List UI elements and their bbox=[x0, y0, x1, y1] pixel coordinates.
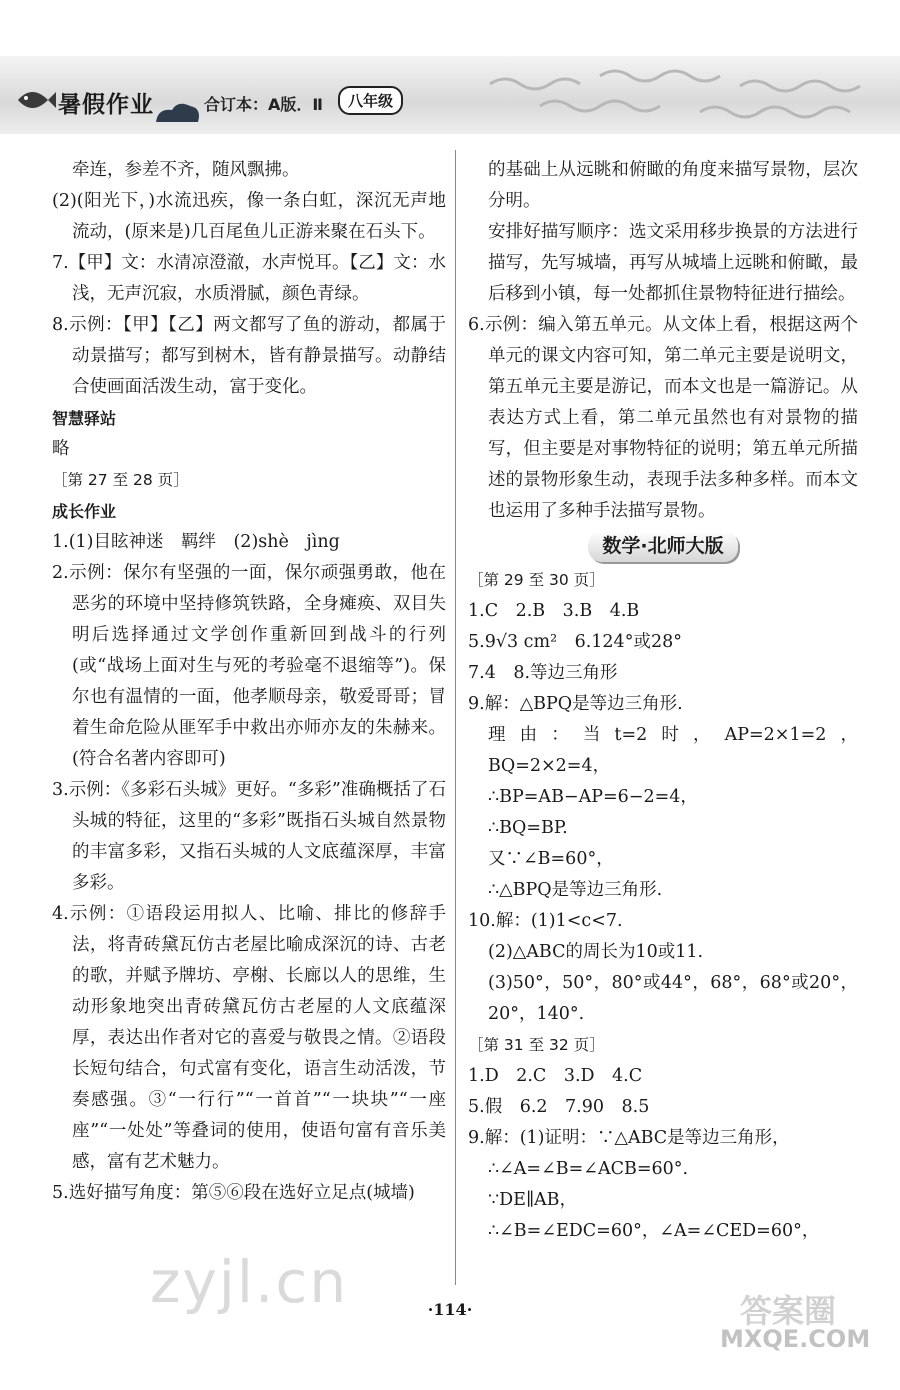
left-answer-paragraph: 3.示例：《多彩石头城》更好。“多彩”准确概括了石头城的特征，这里的“多彩”既指石头城自然景物的丰富多彩，又指石头城的人文底蕴深厚，丰富多彩。 bbox=[52, 780, 446, 893]
right-answer-paragraph: ∴BP=AB−AP=6−2=4， bbox=[488, 787, 698, 807]
page-range-label: ［第 27 至 28 页］ bbox=[52, 471, 189, 489]
right-column bbox=[468, 155, 858, 1247]
right-answer-paragraph: 的基础上从远眺和俯瞰的角度来描写景物，层次分明。 bbox=[488, 160, 858, 211]
answer-circle-watermark-icon bbox=[730, 1290, 890, 1330]
right-answer-paragraph: 7.4 8.等边三角形 bbox=[468, 663, 618, 683]
watermark-mxqe: MXQE.COM bbox=[720, 1325, 871, 1353]
wave-decoration-icon bbox=[480, 64, 900, 126]
right-answer-paragraph: 5.9√3 cm² 6.124°或28° bbox=[468, 632, 682, 652]
left-answer-paragraph: 5.选好描写角度：第⑤⑥段在选好立足点(城墙) bbox=[52, 1183, 415, 1203]
cloud-decoration-icon bbox=[150, 96, 204, 130]
page-header bbox=[0, 56, 900, 134]
right-answer-paragraph: ∴∠B=∠EDC=60°，∠A=∠CED=60°， bbox=[488, 1221, 820, 1241]
left-answer-paragraph: 2.示例：保尔有坚强的一面，保尔顽强勇敢，他在恶劣的环境中坚持修筑铁路，全身瘫痪、双目失明后选择通过文学创作重新回到战斗的行列(或“战场上面对生与死的考验毫不退缩等”)。保尔也有温情的一面，他孝顺母亲，敬爱哥哥；冒着生命危险从匪军手中救出亦师亦友的朱赫来。(符合名著内容即可) bbox=[52, 563, 446, 769]
subject-banner bbox=[468, 531, 858, 563]
right-answer-paragraph: 10.解：(1)1<c<7. bbox=[468, 911, 623, 931]
right-answer-paragraph: 1.D 2.C 3.D 4.C bbox=[468, 1066, 643, 1086]
section-heading: 智慧驿站 bbox=[52, 409, 117, 428]
grade-badge: 八年级 bbox=[338, 86, 403, 115]
left-answer-paragraph: 牵连，参差不齐，随风飘拂。 bbox=[72, 160, 300, 180]
left-answer-paragraph: (2)(阳光下，)水流迅疾，像一条白虹，深沉无声地流动，(原来是)几百尾鱼儿正游来聚在石头下。 bbox=[52, 191, 446, 242]
subject-banner-text: 数学·北师大版 bbox=[588, 531, 737, 562]
right-answer-paragraph: 9.解：(1)证明：∵△ABC是等边三角形， bbox=[468, 1128, 790, 1148]
right-answer-paragraph: 又∵∠B=60°， bbox=[488, 849, 614, 869]
fish-logo-icon bbox=[14, 80, 58, 120]
book-title: 暑假作业 bbox=[58, 92, 154, 118]
left-answer-paragraph: 略 bbox=[52, 439, 70, 459]
left-column bbox=[52, 155, 446, 1209]
column-divider bbox=[455, 150, 456, 1285]
watermark-daanquan: 答案圈 bbox=[740, 1292, 837, 1330]
right-answer-paragraph: 9.解：△BPQ是等边三角形. bbox=[468, 694, 683, 714]
right-answer-paragraph: 安排好描写顺序：选文采用移步换景的方法进行描写，先写城墙，再写从城墙上远眺和俯瞰，最后移到小镇，每一处都抓住景物特征进行描绘。 bbox=[488, 222, 858, 304]
right-answer-paragraph: 1.C 2.B 3.B 4.B bbox=[468, 601, 640, 621]
right-answer-paragraph: (3)50°，50°，80°或44°，68°，68°或20°，20°，140°. bbox=[488, 973, 858, 1024]
left-answer-paragraph: 8.示例：【甲】【乙】两文都写了鱼的游动，都属于动景描写；都写到树木，皆有静景描写。动静结合使画面活泼生动，富于变化。 bbox=[52, 315, 446, 397]
right-answer-paragraph: ∵DE∥AB， bbox=[488, 1190, 578, 1210]
page-number: ·114· bbox=[427, 1300, 473, 1319]
right-answer-paragraph: 6.示例：编入第五单元。从文体上看，根据这两个单元的课文内容可知，第二单元主要是说明文，第五单元主要是游记，而本文也是一篇游记。从表达方式上看，第二单元虽然也有对景物的描写，但主要是对事物特征的说明；第五单元所描述的景物形象生动，表现手法多种多样。而本文也运用了多种手法描写景物。 bbox=[468, 315, 858, 521]
section-heading: 成长作业 bbox=[52, 502, 117, 521]
page-range-label: ［第 31 至 32 页］ bbox=[468, 1036, 605, 1054]
right-answer-paragraph: 5.假 6.2 7.90 8.5 bbox=[468, 1097, 650, 1117]
right-answer-paragraph: 理由：当t=2时，AP=2×1=2，BQ=2×2=4， bbox=[488, 725, 858, 776]
watermark-zyjl: zyjl.cn bbox=[150, 1248, 349, 1316]
left-answer-paragraph: 7.【甲】文：水清凉澄澈，水声悦耳。【乙】文：水浅，无声沉寂，水质滑腻，颜色青绿。 bbox=[52, 253, 446, 304]
right-answer-paragraph: ∴∠A=∠B=∠ACB=60°. bbox=[488, 1159, 689, 1179]
left-answer-paragraph: 4.示例：①语段运用拟人、比喻、排比的修辞手法，将青砖黛瓦仿古老屋比喻成深沉的诗、古老的歌，并赋予牌坊、亭榭、长廊以人的思维，生动形象地突出青砖黛瓦仿古老屋的人文底蕴深厚，表达出作者对它的喜爱与敬畏之情。②语段长短句结合，句式富有变化，语言生动活泼，节奏感强。③“一行行”“一首首”“一块块”“一座座”“一处处”等叠词的使用，使语句富有音乐美感，富有艺术魅力。 bbox=[52, 904, 446, 1172]
right-answer-paragraph: (2)△ABC的周长为10或11. bbox=[488, 942, 704, 962]
page-range-label: ［第 29 至 30 页］ bbox=[468, 571, 605, 589]
book-subtitle: 合订本：A版．Ⅱ bbox=[204, 95, 323, 114]
right-answer-paragraph: ∴BQ=BP. bbox=[488, 818, 568, 838]
right-answer-paragraph: ∴△BPQ是等边三角形. bbox=[488, 880, 663, 900]
left-answer-paragraph: 1.(1)目眩神迷 羁绊 (2)shè jìng bbox=[52, 532, 340, 552]
